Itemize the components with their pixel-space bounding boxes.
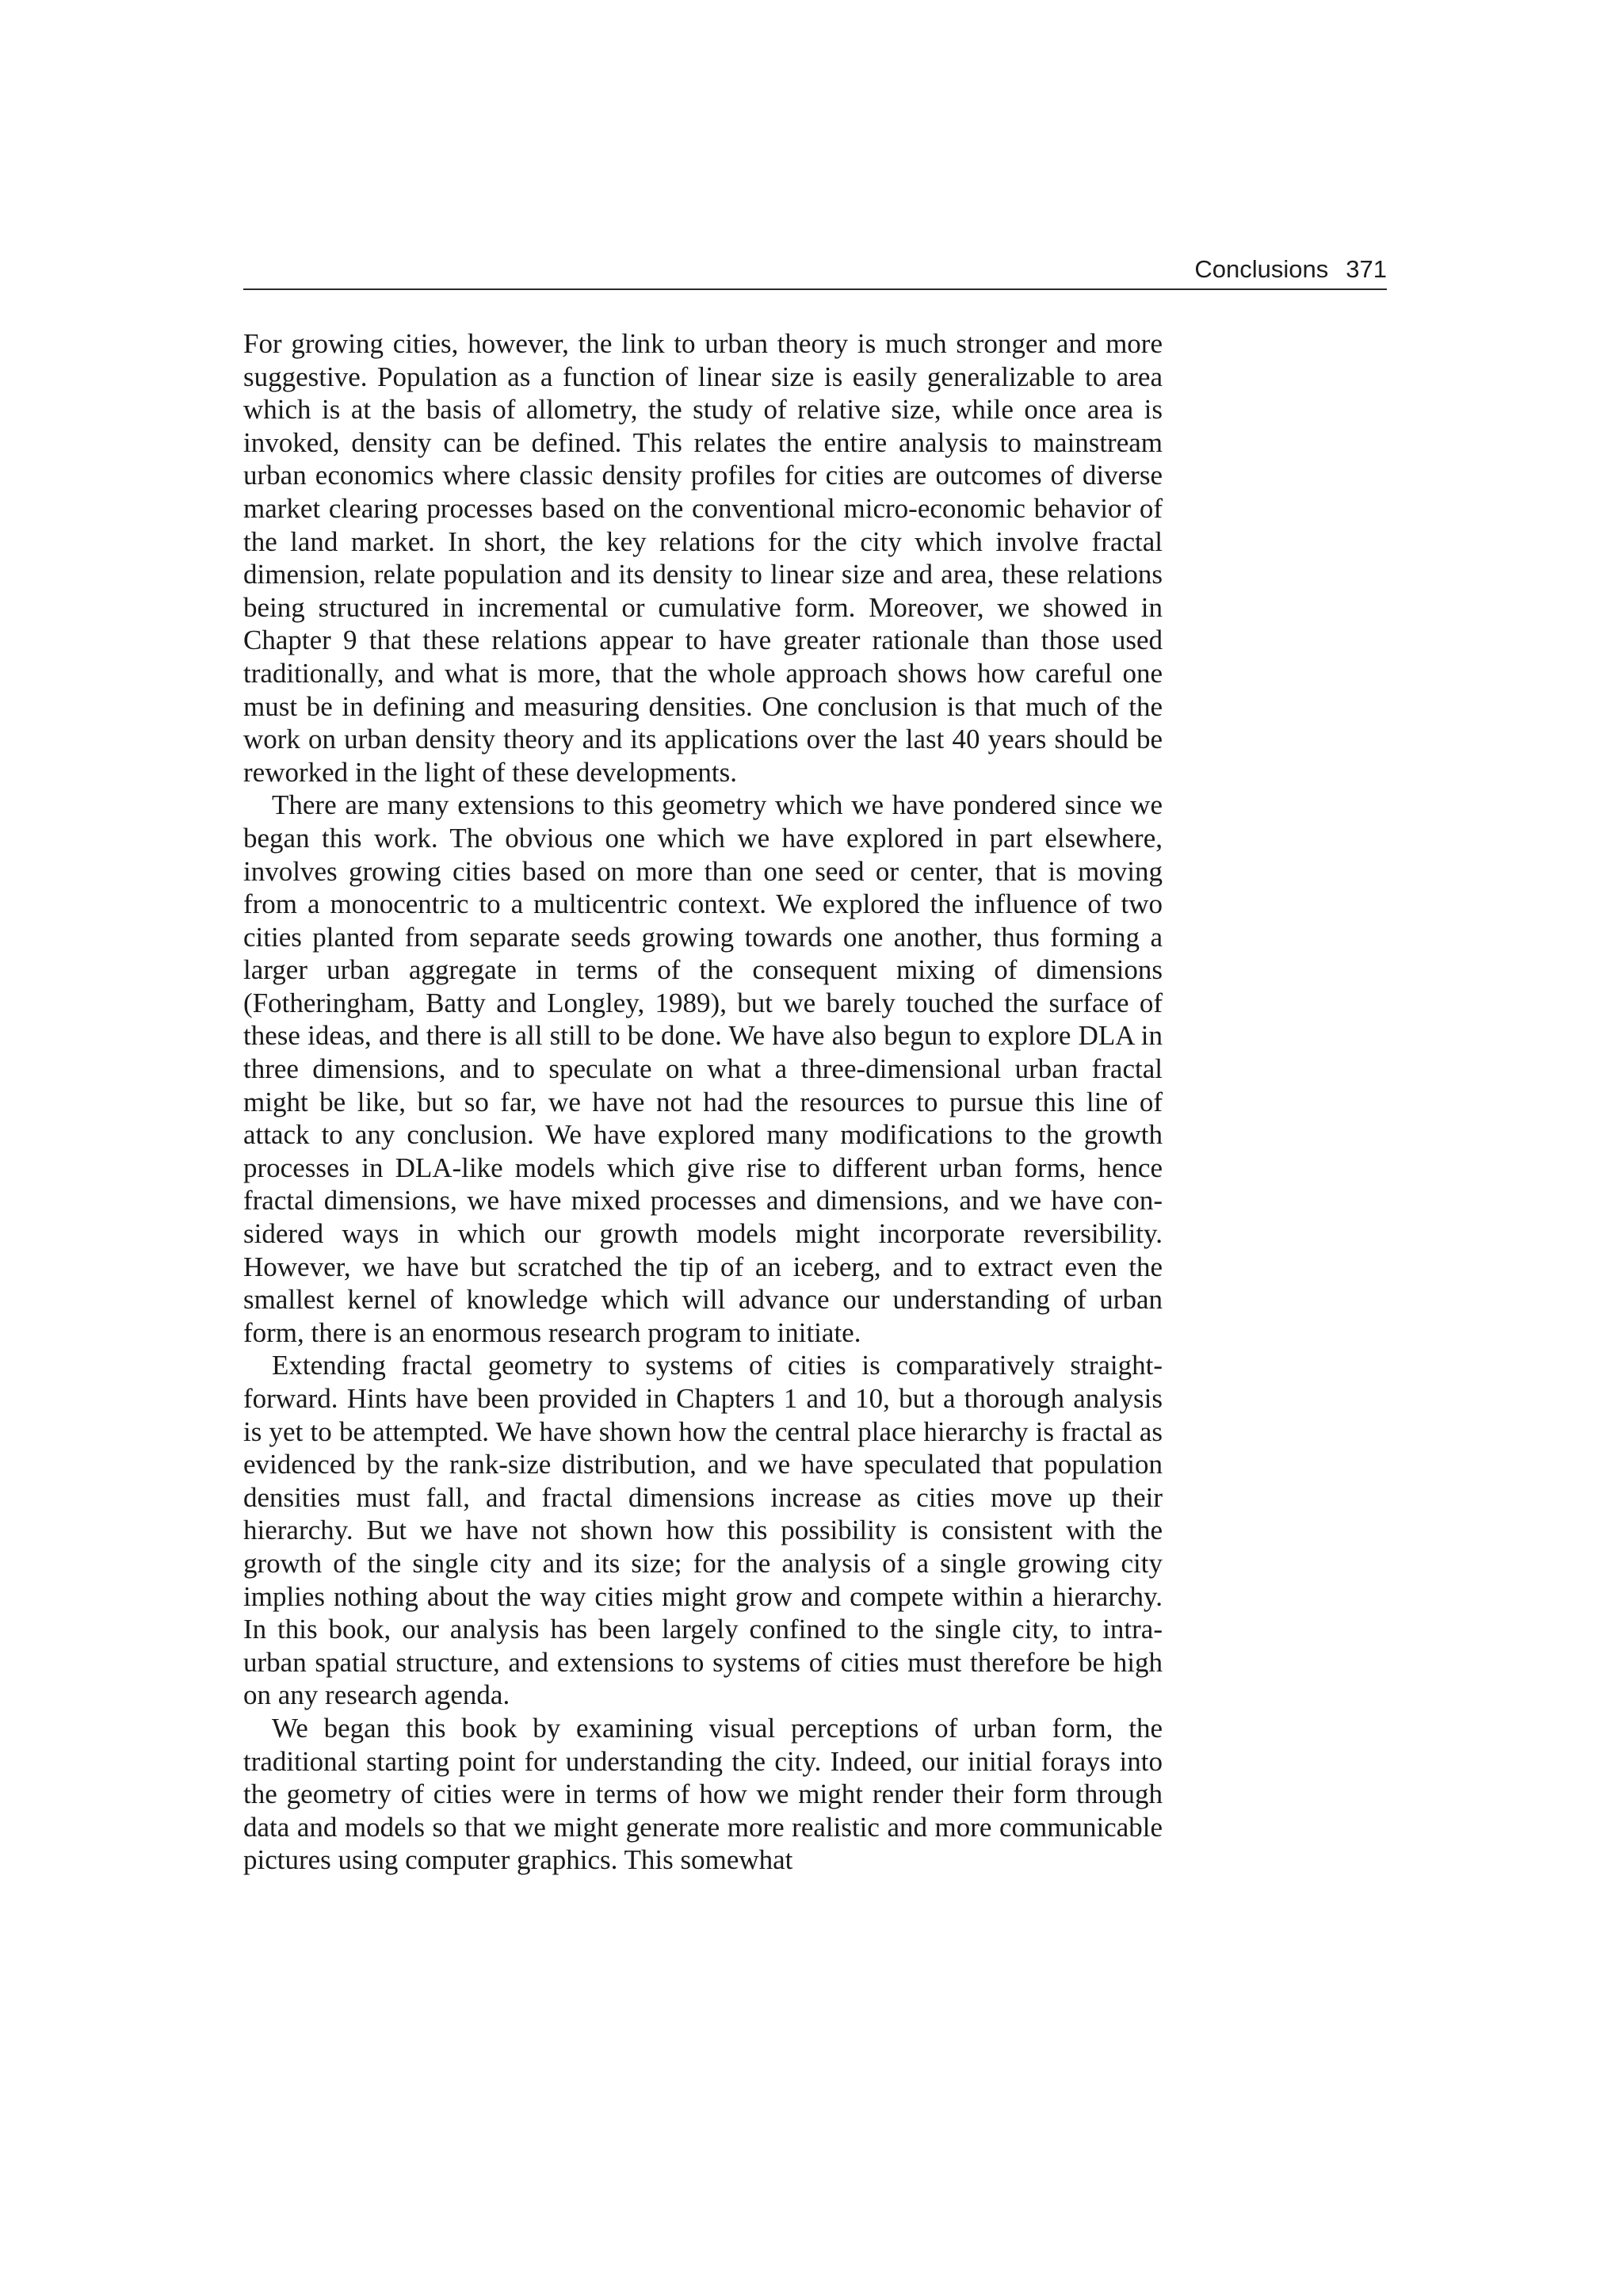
page-number: 371 [1346,255,1387,283]
paragraph-4: We began this book by examining visual perceptions of urban form, the traditional starting point for understanding the city. Indeed, our initial forays into the geometry of cities were in terms of how we might render their form through data and models so that we might generate more realistic and more communicable pictures using computer graphics. This somewhat [243,1712,1163,1876]
paragraph-2: There are many extensions to this geometry which we have pondered since we began this work. The obvious one which we have explored in part elsewhere, involves growing cities based on more than one seed or center, that is moving from a monocentric to a multicentric context. We explored the influence of two cities planted from separate seeds growing towards one another, thus forming a larger urban aggregate in terms of the consequent mixing of dimensions (Fotheringham, Batty and Longley, 1989), but we barely touched the surface of these ideas, and there is all still to be done. We have also begun to explore DLA in three dimensions, and to speculate on what a three-dimensional urban fractal might be like, but so far, we have not had the resources to pursue this line of attack to any conclusion. We have explored many modifications to the growth processes in DLA-like models which give rise to different urban forms, hence fractal dimensions, we have mixed processes and dimensions, and we have considered ways in which our growth models might incorporate reversibility. However, we have but scratched the tip of an iceberg, and to extract even the smallest kernel of knowledge which will advance our understanding of urban form, there is an enormous research program to initiate. [243,789,1163,1348]
header-rule [243,288,1387,290]
paragraph-1: For growing cities, however, the link to urban theory is much stronger and more suggestive. Population as a function of linear size is easily generalizable to area which is at the basis of allometry, the study of relative size, while once area is invoked, density can be defined. This relates the entire analysis to mainstream urban economics where classic density profiles for cities are outcomes of diverse market clearing processes based on the conventional micro-economic behavior of the land market. In short, the key relations for the city which involve fractal dimension, relate population and its density to linear size and area, these relations being structured in incremental or cumulative form. Moreover, we showed in Chapter 9 that these relations appear to have greater rationale than those used traditionally, and what is more, that the whole approach shows how careful one must be in defining and measuring densities. One conclusion is that much of the work on urban density theory and its applications over the last 40 years should be reworked in the light of these developments. [243,328,1163,788]
running-head [243,252,1387,287]
paragraph-3: Extending fractal geometry to systems of cities is comparatively straightforward. Hints have been provided in Chapters 1 and 10, but a thorough analysis is yet to be attempted. We have shown how the central place hierarchy is fractal as evidenced by the rank-size distribution, and we have speculated that population densities must fall, and fractal dimensions increase as cities move up their hierarchy. But we have not shown how this possibility is consistent with the growth of the single city and its size; for the analysis of a single growing city implies nothing about the way cities might grow and compete within a hierarchy. In this book, our analysis has been largely confined to the single city, to intra-urban spatial structure, and extensions to systems of cities must therefore be high on any research agenda. [243,1350,1163,1711]
body-text [243,327,1163,1877]
section-title: Conclusions [1194,255,1329,283]
